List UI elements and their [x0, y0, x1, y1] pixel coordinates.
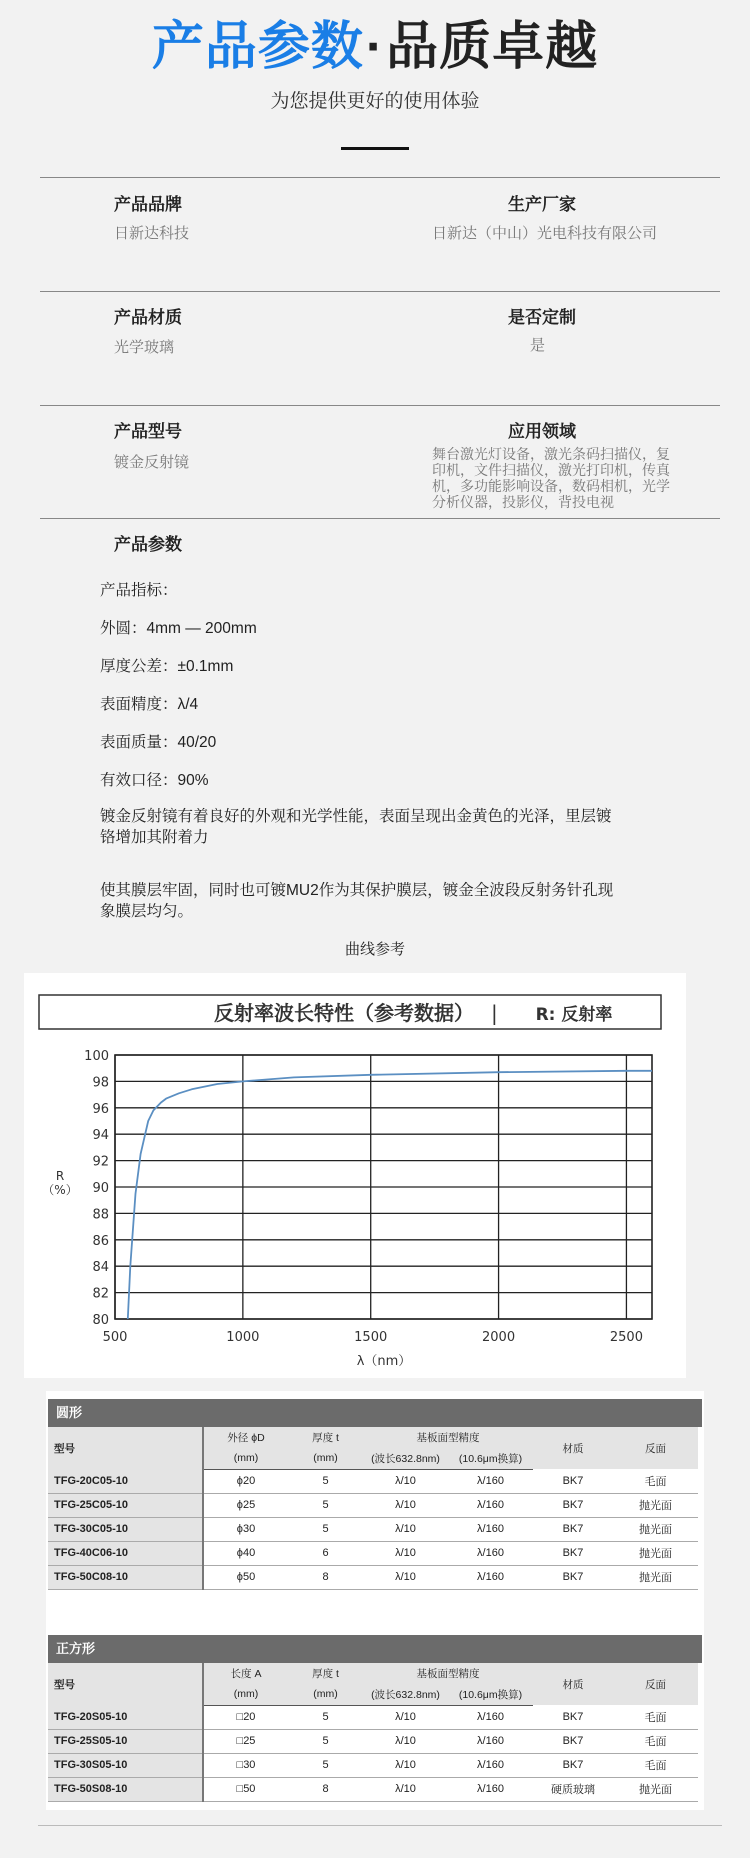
table-cell: λ/10 — [363, 1777, 448, 1801]
title-underline — [341, 147, 409, 150]
page-subtitle: 为您提供更好的使用体验 — [270, 91, 480, 112]
table-cell: 毛面 — [613, 1753, 698, 1777]
y-tick-label: 82 — [92, 1286, 109, 1302]
x-tick-label: 500 — [102, 1330, 128, 1345]
page-title — [0, 16, 750, 78]
cell-model: TFG-20C05-10 — [48, 1469, 203, 1493]
col-header-dim: 外径 ϕD — [203, 1427, 288, 1448]
col-header-flatness: 基板面型精度 — [363, 1663, 533, 1684]
y-tick-label: 96 — [92, 1101, 109, 1117]
custom-value: 是 — [530, 337, 546, 354]
divider — [40, 518, 720, 519]
col-header-flatness-2: (10.6μm换算) — [448, 1448, 533, 1469]
description-paragraph: 使其膜层牢固，同时也可镀MU2作为其保护膜层，镀金全波段反射务针孔现象膜层均匀。 — [100, 882, 614, 920]
table-cell: □30 — [203, 1753, 288, 1777]
table-cell: ϕ25 — [203, 1493, 288, 1517]
chart-legend: R: 反射率 — [535, 1005, 613, 1025]
col-header-flatness-1: (波长632.8nm) — [363, 1448, 448, 1469]
table-cell: 毛面 — [613, 1729, 698, 1753]
col-header-flatness: 基板面型精度 — [363, 1427, 533, 1448]
table-cell: BK7 — [533, 1753, 613, 1777]
table-cell: λ/160 — [448, 1565, 533, 1589]
table-cell: λ/160 — [448, 1517, 533, 1541]
col-header-thickness: 厚度 t — [288, 1427, 363, 1448]
table-cell: 抛光面 — [613, 1493, 698, 1517]
cell-model: TFG-40C06-10 — [48, 1541, 203, 1565]
divider — [38, 1825, 722, 1826]
table-row — [48, 1729, 698, 1753]
table-cell: λ/10 — [363, 1541, 448, 1565]
x-tick-label: 2000 — [482, 1330, 516, 1345]
divider — [40, 405, 720, 406]
col-header-back: 反面 — [613, 1427, 698, 1469]
material-label: 产品材质 — [114, 308, 182, 327]
brand-value: 日新达科技 — [114, 225, 190, 242]
chart-title-cursor: | — [491, 1001, 498, 1025]
chart-title: 反射率波长特性（参考数据） — [214, 1001, 474, 1025]
table-cell: λ/10 — [363, 1493, 448, 1517]
divider — [40, 177, 720, 178]
description-paragraph: 镀金反射镜有着良好的外观和光学性能，表面呈现出金黄色的光泽，里层镀铬增加其附着力 — [100, 808, 612, 846]
table-cell: λ/160 — [448, 1493, 533, 1517]
y-tick-label: 80 — [92, 1313, 109, 1328]
y-tick-label: 100 — [84, 1049, 109, 1064]
table-cell: 抛光面 — [613, 1541, 698, 1565]
y-tick-label: 92 — [92, 1154, 109, 1170]
table-cell: 抛光面 — [613, 1565, 698, 1589]
table-cell: BK7 — [533, 1493, 613, 1517]
table-cell: 抛光面 — [613, 1777, 698, 1801]
table-cell: ϕ20 — [203, 1469, 288, 1493]
divider — [40, 291, 720, 292]
table-cell: λ/160 — [448, 1753, 533, 1777]
cell-model: TFG-30S05-10 — [48, 1753, 203, 1777]
table-cell: BK7 — [533, 1469, 613, 1493]
y-axis-label: R （%） — [42, 1169, 78, 1197]
col-header-flatness-2: (10.6μm换算) — [448, 1684, 533, 1705]
maker-value: 日新达（中山）光电科技有限公司 — [432, 225, 658, 242]
cell-model: TFG-25C05-10 — [48, 1493, 203, 1517]
table-cell: 5 — [288, 1469, 363, 1493]
table-cell: BK7 — [533, 1517, 613, 1541]
curve-caption: 曲线参考 — [344, 941, 405, 958]
title-dot: · — [365, 18, 385, 76]
table-cell: 5 — [288, 1753, 363, 1777]
table-cell: 5 — [288, 1705, 363, 1729]
table-cell: λ/160 — [448, 1469, 533, 1493]
table-cell: BK7 — [533, 1705, 613, 1729]
params-label: 产品参数 — [114, 535, 182, 554]
table-cell: 硬质玻璃 — [533, 1777, 613, 1801]
table-cell: 8 — [288, 1777, 363, 1801]
y-tick-label: 88 — [92, 1207, 109, 1223]
table-cell: λ/160 — [448, 1729, 533, 1753]
table-cell: 8 — [288, 1565, 363, 1589]
table-row — [48, 1541, 698, 1565]
square-table-title: 正方形 — [48, 1635, 702, 1663]
spec-item: 外圆：4mm — 200mm — [100, 620, 257, 637]
spec-item: 有效口径：90% — [100, 772, 209, 789]
table-cell: λ/10 — [363, 1565, 448, 1589]
spec-heading: 产品指标： — [100, 582, 178, 599]
square-table — [48, 1663, 698, 1802]
col-header-thickness-unit: (mm) — [288, 1448, 363, 1469]
spec-item: 表面质量：40/20 — [100, 734, 217, 751]
x-tick-label: 1000 — [226, 1330, 260, 1345]
table-cell: 6 — [288, 1541, 363, 1565]
model-value: 镀金反射镜 — [114, 454, 190, 471]
model-label: 产品型号 — [114, 422, 182, 441]
table-cell: □25 — [203, 1729, 288, 1753]
maker-label: 生产厂家 — [508, 195, 576, 214]
cell-model: TFG-30C05-10 — [48, 1517, 203, 1541]
table-cell: ϕ40 — [203, 1541, 288, 1565]
chart-svg — [24, 973, 686, 1378]
table-row — [48, 1517, 698, 1541]
y-tick-label: 90 — [92, 1181, 109, 1196]
col-header-dim: 长度 A — [203, 1663, 288, 1684]
cell-model: TFG-50S08-10 — [48, 1777, 203, 1801]
table-cell: BK7 — [533, 1565, 613, 1589]
cell-model: TFG-50C08-10 — [48, 1565, 203, 1589]
table-cell: 抛光面 — [613, 1517, 698, 1541]
brand-label: 产品品牌 — [114, 195, 182, 214]
y-tick-label: 94 — [92, 1128, 109, 1144]
table-cell: ϕ30 — [203, 1517, 288, 1541]
table-cell: 毛面 — [613, 1469, 698, 1493]
table-row — [48, 1777, 698, 1801]
round-table-panel — [46, 1391, 704, 1612]
table-cell: 5 — [288, 1729, 363, 1753]
round-table-title: 圆形 — [48, 1399, 702, 1427]
table-cell: □20 — [203, 1705, 288, 1729]
application-value: 舞台激光灯设备，激光条码扫描仪，复印机，文件扫描仪，激光打印机，传真机，多功能影响设备，数码相机，光学分析仪器，投影仪，背投电视 — [432, 446, 670, 510]
table-cell: λ/10 — [363, 1517, 448, 1541]
y-tick-label: 98 — [92, 1075, 109, 1091]
reflectance-chart — [24, 973, 686, 1378]
cell-model: TFG-25S05-10 — [48, 1729, 203, 1753]
title-rest: 品质卓越 — [386, 18, 599, 76]
table-row — [48, 1469, 698, 1493]
table-cell: ϕ50 — [203, 1565, 288, 1589]
col-header-dim-unit: (mm) — [203, 1684, 288, 1705]
table-cell: λ/160 — [448, 1541, 533, 1565]
table-cell: λ/10 — [363, 1753, 448, 1777]
col-header-thickness-unit: (mm) — [288, 1684, 363, 1705]
table-cell: □50 — [203, 1777, 288, 1801]
table-cell: 5 — [288, 1517, 363, 1541]
x-tick-label: 1500 — [354, 1330, 388, 1345]
table-cell: λ/10 — [363, 1729, 448, 1753]
table-cell: 5 — [288, 1493, 363, 1517]
col-header-model: 型号 — [48, 1663, 203, 1705]
col-header-flatness-1: (波长632.8nm) — [363, 1684, 448, 1705]
table-cell: λ/10 — [363, 1705, 448, 1729]
y-tick-label: 86 — [92, 1233, 109, 1249]
col-header-model: 型号 — [48, 1427, 203, 1469]
spec-item: 表面精度：λ/4 — [100, 696, 199, 713]
col-header-thickness: 厚度 t — [288, 1663, 363, 1684]
table-cell: BK7 — [533, 1729, 613, 1753]
col-header-material: 材质 — [533, 1427, 613, 1469]
custom-label: 是否定制 — [508, 308, 576, 327]
x-axis-label: λ（nm） — [356, 1354, 412, 1369]
round-table — [48, 1427, 698, 1590]
table-row — [48, 1493, 698, 1517]
application-label: 应用领域 — [508, 422, 576, 441]
col-header-back: 反面 — [613, 1663, 698, 1705]
title-highlight: 产品参数 — [151, 18, 364, 76]
square-table-panel — [46, 1612, 704, 1810]
table-cell: BK7 — [533, 1541, 613, 1565]
table-cell: λ/160 — [448, 1777, 533, 1801]
table-row — [48, 1753, 698, 1777]
spec-item: 厚度公差：±0.1mm — [100, 658, 234, 675]
table-row — [48, 1565, 698, 1589]
col-header-material: 材质 — [533, 1663, 613, 1705]
table-cell: 毛面 — [613, 1705, 698, 1729]
x-tick-label: 2500 — [609, 1330, 643, 1345]
y-tick-label: 84 — [92, 1260, 109, 1276]
cell-model: TFG-20S05-10 — [48, 1705, 203, 1729]
col-header-dim-unit: (mm) — [203, 1448, 288, 1469]
table-cell: λ/10 — [363, 1469, 448, 1493]
table-row — [48, 1705, 698, 1729]
material-value: 光学玻璃 — [114, 339, 175, 356]
table-cell: λ/160 — [448, 1705, 533, 1729]
